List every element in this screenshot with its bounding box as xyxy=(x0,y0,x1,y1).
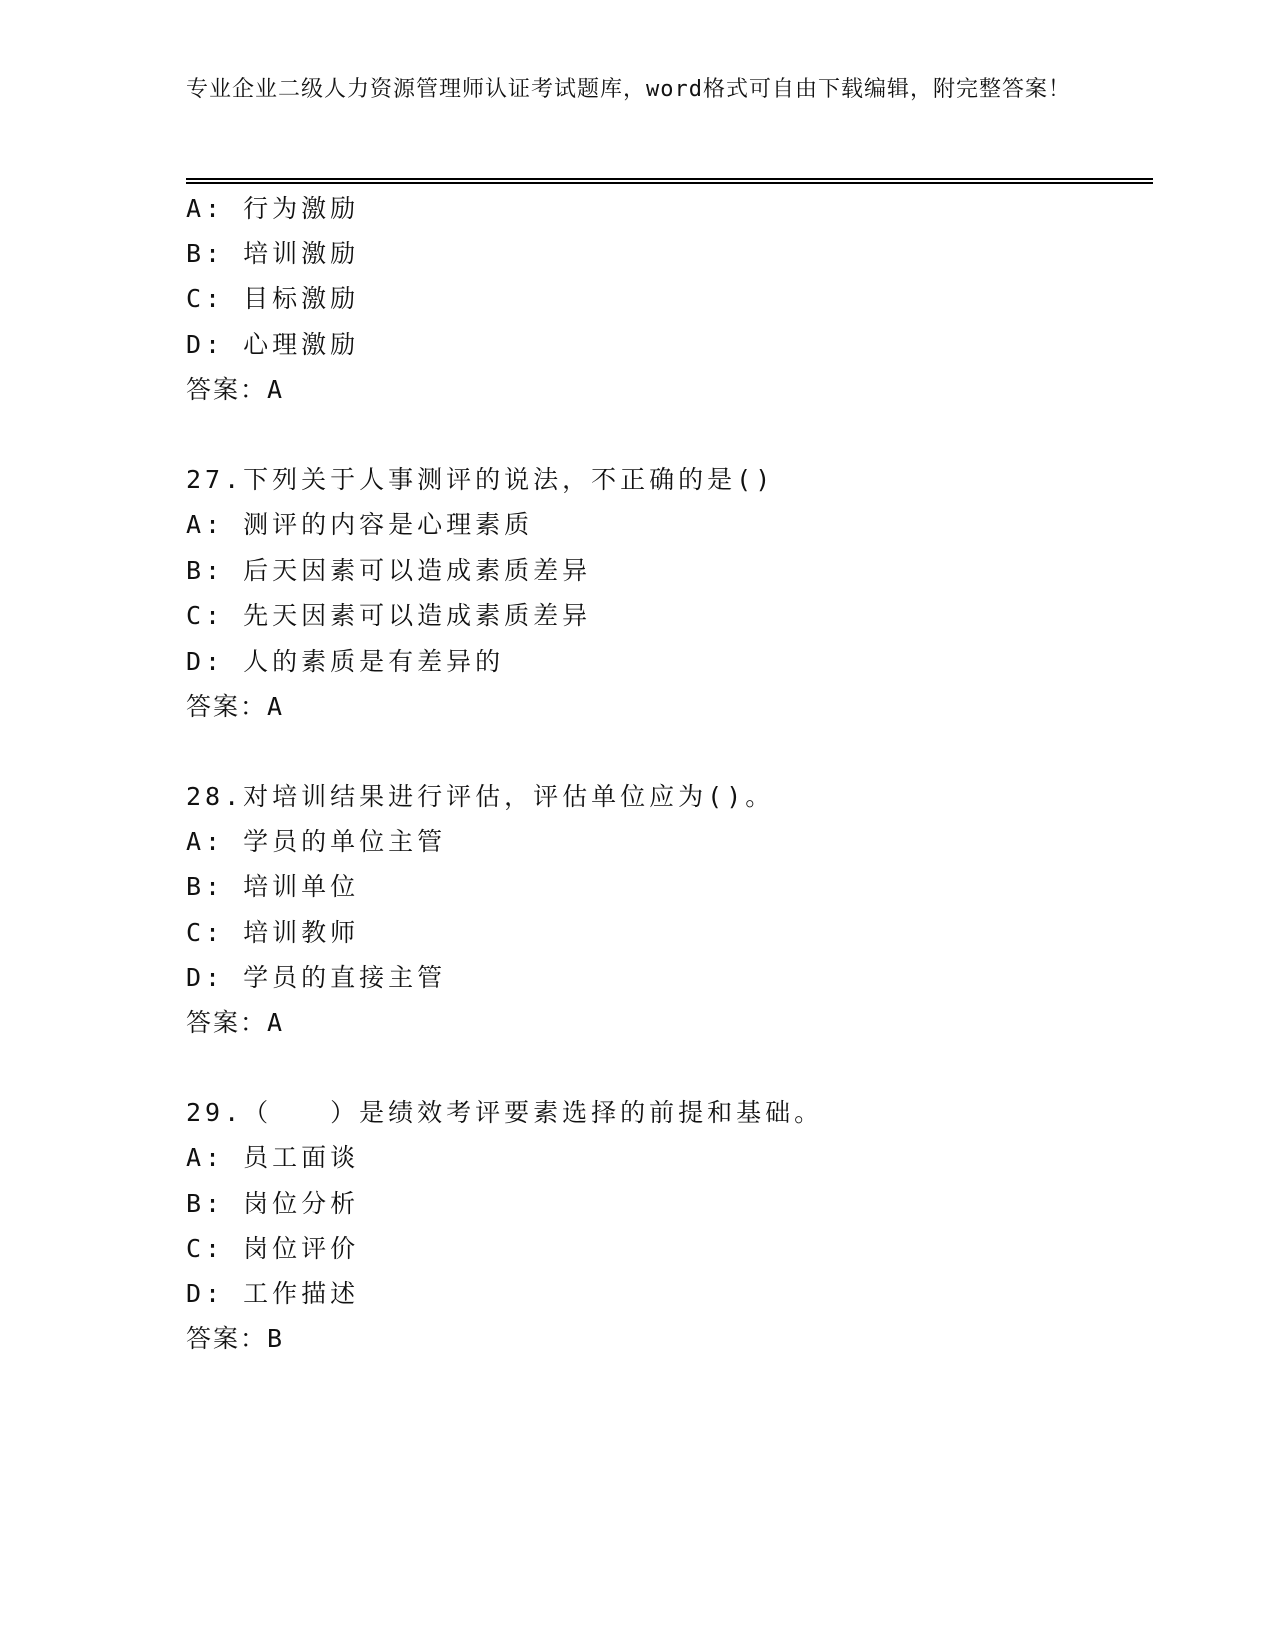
q28-answer: 答案：A xyxy=(186,1008,285,1037)
document-header: 专业企业二级人力资源管理师认证考试题库，word格式可自由下载编辑，附完整答案！ xyxy=(186,77,1071,102)
header-divider-top xyxy=(186,178,1153,180)
q29-question: 29.（ ）是绩效考评要素选择的前提和基础。 xyxy=(186,1098,824,1127)
q28-option-c: C: 培训教师 xyxy=(186,918,360,947)
q26-option-b: B: 培训激励 xyxy=(186,239,360,268)
q29-option-d: D: 工作描述 xyxy=(186,1279,360,1308)
q28-option-a: A: 学员的单位主管 xyxy=(186,827,447,856)
q28-option-d: D: 学员的直接主管 xyxy=(186,963,447,992)
q27-option-c: C: 先天因素可以造成素质差异 xyxy=(186,601,592,630)
header-divider-bottom xyxy=(186,182,1153,184)
q27-answer: 答案：A xyxy=(186,692,285,721)
q27-option-b: B: 后天因素可以造成素质差异 xyxy=(186,556,592,585)
q27-question: 27.下列关于人事测评的说法，不正确的是() xyxy=(186,465,775,494)
q28-option-b: B: 培训单位 xyxy=(186,872,360,901)
q29-option-a: A: 员工面谈 xyxy=(186,1143,360,1172)
q29-option-b: B: 岗位分析 xyxy=(186,1189,360,1218)
q27-option-d: D: 人的素质是有差异的 xyxy=(186,647,505,676)
q26-option-d: D: 心理激励 xyxy=(186,330,360,359)
q27-option-a: A: 测评的内容是心理素质 xyxy=(186,510,534,539)
q28-question: 28.对培训结果进行评估，评估单位应为()。 xyxy=(186,782,775,811)
q29-answer: 答案：B xyxy=(186,1324,285,1353)
q29-option-c: C: 岗位评价 xyxy=(186,1234,360,1263)
q26-option-a: A: 行为激励 xyxy=(186,194,360,223)
q26-answer: 答案：A xyxy=(186,375,285,404)
q26-option-c: C: 目标激励 xyxy=(186,284,360,313)
